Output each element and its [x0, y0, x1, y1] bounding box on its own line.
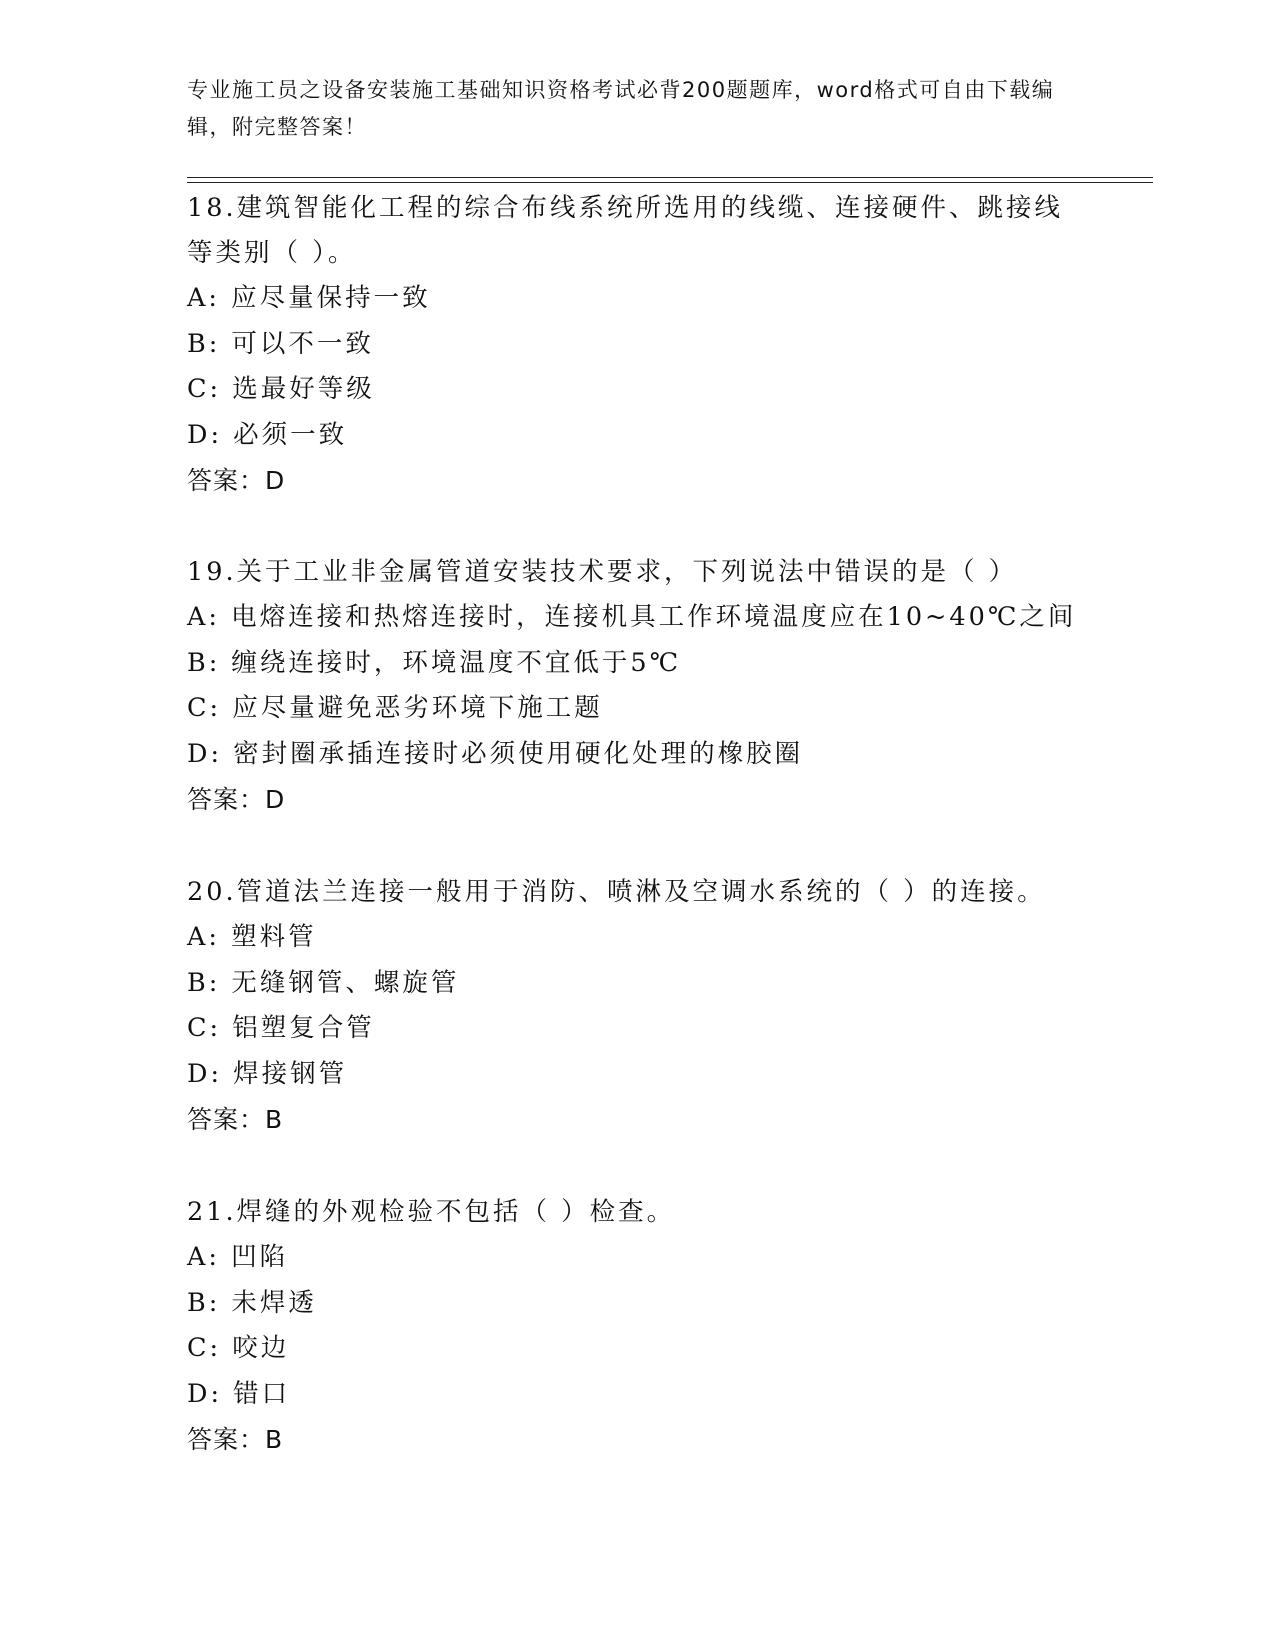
header-divider-top — [187, 177, 1153, 178]
question-stem: 18.建筑智能化工程的综合布线系统所选用的线缆、连接硬件、跳接线等类别（ ）。 — [187, 193, 1064, 268]
option-c: C: 应尽量避免恶劣环境下施工题 — [187, 693, 603, 723]
option-a: A: 塑料管 — [187, 922, 317, 952]
option-d: D: 必须一致 — [187, 419, 348, 450]
option-a: A: 电熔连接和热熔连接时，连接机具工作环境温度应在10~40℃之间 — [187, 602, 1077, 632]
option-c: C: 铝塑复合管 — [187, 1013, 375, 1043]
question-stem: 20.管道法兰连接一般用于消防、喷淋及空调水系统的（ ）的连接。 — [187, 877, 1046, 907]
question-stem: 19.关于工业非金属管道安装技术要求，下列说法中错误的是（ ） — [187, 557, 1018, 587]
answer: 答案：D — [187, 785, 286, 814]
option-c: C: 选最好等级 — [187, 374, 375, 404]
answer: 答案：D — [187, 466, 286, 495]
question-stem: 21.焊缝的外观检验不包括（ ）检查。 — [187, 1197, 676, 1227]
option-b: B: 可以不一致 — [187, 328, 374, 359]
option-d: D: 密封圈承插连接时必须使用硬化处理的橡胶圈 — [187, 738, 804, 769]
document-header: 专业施工员之设备安装施工基础知识资格考试必背200题题库，word格式可自由下载编辑，附完整答案！ — [187, 78, 1055, 139]
option-d: D: 错口 — [187, 1378, 291, 1409]
question-18 — [187, 186, 1087, 503]
option-b: B: 无缝钢管、螺旋管 — [187, 967, 460, 998]
option-c: C: 咬边 — [187, 1333, 290, 1363]
option-a: A: 凹陷 — [187, 1242, 289, 1272]
header-divider-bottom — [187, 182, 1153, 183]
question-21 — [187, 1190, 1087, 1462]
option-b: B: 未焊透 — [187, 1287, 317, 1318]
question-19 — [187, 550, 1087, 822]
option-d: D: 焊接钢管 — [187, 1058, 348, 1089]
option-a: A: 应尽量保持一致 — [187, 283, 431, 313]
answer: 答案：B — [187, 1105, 284, 1134]
answer: 答案：B — [187, 1425, 284, 1454]
question-20 — [187, 870, 1087, 1142]
option-b: B: 缠绕连接时，环境温度不宜低于5℃ — [187, 647, 682, 678]
